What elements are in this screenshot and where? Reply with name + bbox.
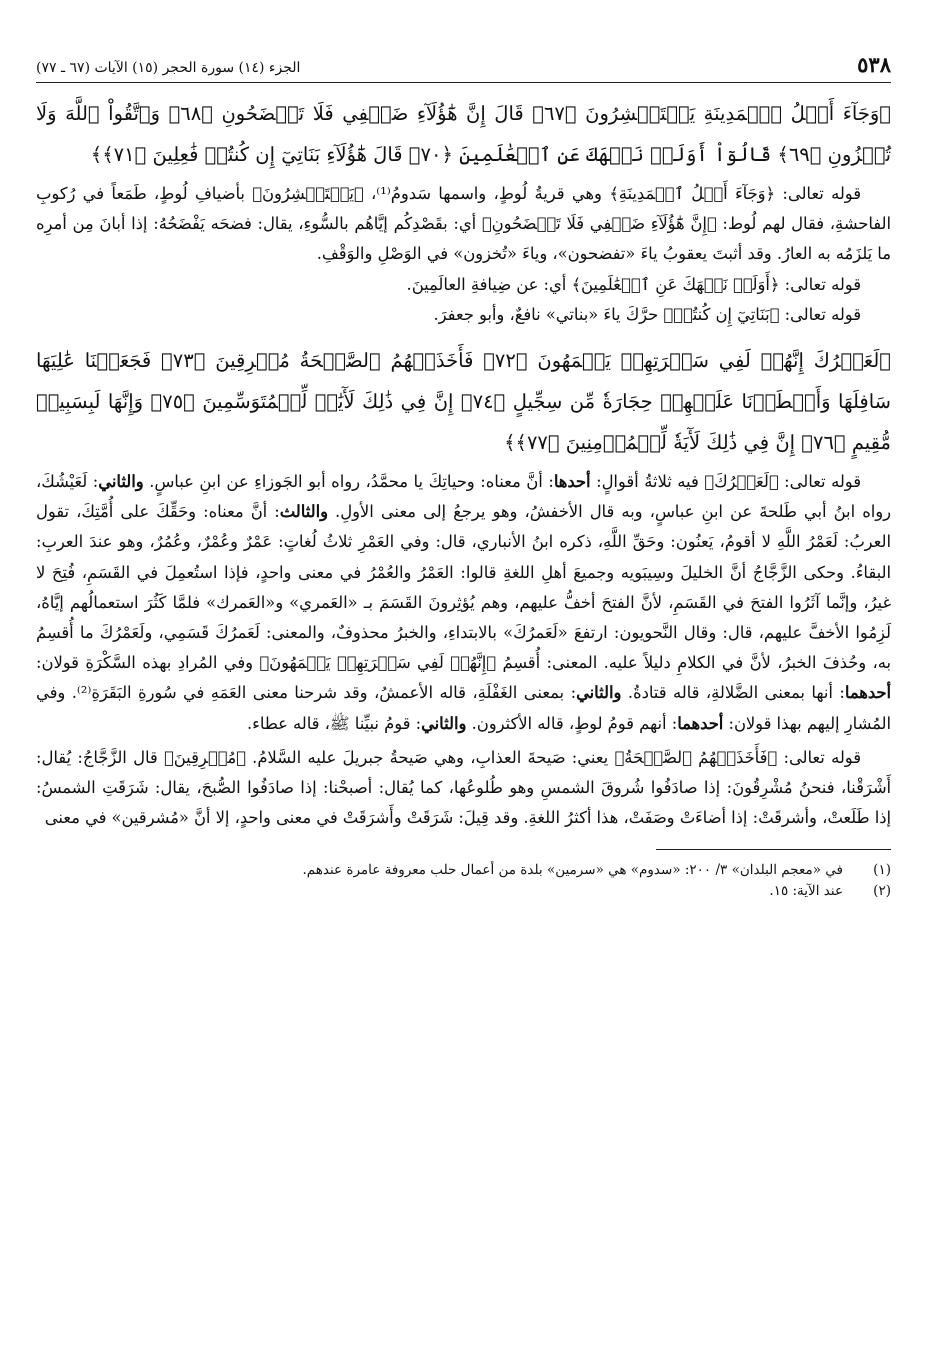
paragraph: قوله تعالى: ﴿وَجَآءَ أَهۡلُ ٱلۡمَدِينَةِ﴾ وهي قريةُ لُوطٍ، واسمها سَدومُ⁽¹⁾، ﴿يَسۡتَبۡشِرُونَ﴾ بأضيافِ لُوطٍ، طَمَعاً في رُكوبِ الفاحشةِ، فقال لهم لُوط: ﴿إِنَّ هَٰٓؤُلَآءِ ضَيۡفِي فَلَا تَفۡضَحُونِ﴾ أي: بقَصْدِكُم إيَّاهُم بالسُّوءِ، يقال: فضحَه يَفْضَحُهُ: إذا أبانَ مِن أمرِه ما يَلزَمُه به العارُ. وقد أثبتَ يعقوبُ ياءَ «تفضحون»، وياءَ «تُخزون» في الوَصْلِ والوَقْفِ.: [36, 184, 891, 264]
page-header: [36, 52, 891, 83]
page-number: ٥٣٨: [857, 52, 891, 77]
bold-term: والثاني: [421, 713, 467, 733]
text-run: : قومُ نبيِّنا ﷺ، قاله عطاء.: [246, 713, 422, 733]
footnote-number: (٢): [873, 883, 891, 900]
bold-term: أحدهما: [844, 683, 891, 703]
verse-block-1: ﴿وَجَآءَ أَهۡلُ ٱلۡمَدِينَةِ يَسۡتَبۡشِرُونَ ﴿٦٧﴾ قَالَ إِنَّ هَٰٓؤُلَآءِ ضَيۡفِي فَلَا تَفۡضَحُونِ ﴿٦٨﴾ وَٱتَّقُواْ ٱللَّهَ وَلَا تُخۡزُونِ ﴿٦٩﴾ قَالُوٓاْ أَوَلَمۡ نَنۡهَكَ عَنِ ٱلۡعَٰلَمِينَ ﴿٧٠﴾ قَالَ هَٰٓؤُلَآءِ بَنَاتِيٓ إِن كُنتُمۡ فَٰعِلِينَ ﴿٧١﴾﴾: [36, 102, 891, 166]
text-run: : أنَّ معناه: وحياتِكَ يا محمَّدُ، رواه أبو الجَوزاءِ عن ابنِ عباسٍ.: [143, 472, 554, 492]
commentary-3: [36, 743, 891, 834]
bold-term: والثاني: [576, 683, 622, 703]
footnote: [36, 860, 891, 881]
footnote-text: في «معجم البلدان» ٣/ ٢٠٠: «سدوم» هي «سرمين» بلدة من أعمال حلب معروفة عامرة عندهم.: [302, 862, 843, 879]
bold-term: أحدها: [553, 472, 591, 492]
paragraph: قوله تعالى: ﴿أَوَلَمۡ نَنۡهَكَ عَنِ ٱلۡعَٰلَمِينَ﴾ أي: عن ضِيافةِ العالَمِينَ.: [406, 274, 861, 294]
text-run: : أنَّ معناه: وحَقِّكَ على أُمَّتِكَ، تقول العربُ: لَعَمْرُ اللَّهِ لا أقومُ، يَعنُون: وحَقِّ اللَّهِ، ذكره ابنُ الأنباري، قال: وفي العَمْرِ ثلاثُ لُغاتٍ: عَمْرٌ وعُمْرٌ، وعُمُرٌ، وهو عندَ العربِ: البقاءُ. وحكى الزَّجَّاجُ أنَّ الخليلَ وسِيبَويه وجميعَ أهلِ اللغةِ قالوا: العَمْرُ والعُمْرُ في معنى واحدٍ، فإذا استُعمِلَ في القَسَمِ، فُتِحَ لا غيرُ، وإنَّما آثَرُوا الفتحَ في القَسَمِ، لأنَّ الفتحَ أخفُّ عليهم، وهم يُؤثِرونَ القَسَمَ بـ «العَمري» و«العَمرك» فلمَّا كَثُرَ استعمالُهم إيَّاهُ، لَزِمُوا الأخفَّ عليهم، قال: وقال النَّحويون: ارتفعَ «لَعَمرُكَ» بالابتداءِ، والخبرُ محذوفٌ، والمعنى: لَعَمرُكَ قَسَمِي، ولَعَمْرُكَ ما أُقسِمُ به، وحُذفَ الخبرُ، لأنَّ في الكلامِ دليلاً عليه. المعنى: أُقسِمُ ﴿إِنَّهُمۡ لَفِي سَكۡرَتِهِمۡ يَعۡمَهُونَ﴾ وفي المُرادِ بهذه السَّكْرَةِ قولان:: [36, 502, 891, 673]
footnote-text: عند الآية: ١٥.: [769, 883, 843, 900]
commentary-2: [36, 467, 891, 739]
text-run: : بمعنى الغَفْلَةِ، قاله الأعمشُ، وقد شرحنا معنى العَمَهِ في سُورةِ البَقَرَةِ⁽²⁾. وفي المُشارِ إليهم بهذا قولان:: [36, 683, 891, 733]
text-run: قوله تعالى: ﴿لَعَمۡرُكَ﴾ فيه ثلاثةُ أقوالٍ:: [590, 472, 861, 492]
bold-term: أحدهما: [677, 713, 724, 733]
paragraph: قوله تعالى: ﴿بَنَاتِيٓ إِن كُنتُمۡ﴾ حرَّكَ ياءَ «بناتي» نافعٌ، وأبو جعفرَ.: [433, 304, 861, 324]
paragraph: [36, 467, 891, 739]
footnotes: [36, 860, 891, 902]
footnote-number: (١): [873, 862, 891, 879]
footnote-separator: [656, 849, 891, 850]
commentary-1: [36, 179, 891, 330]
bold-term: والثاني: [98, 472, 144, 492]
footnote: [36, 881, 891, 902]
text-run: : لَعَيْشُكَ، رواه ابنُ أبي طَلحةَ عن ابنِ عباسٍ، وبه قال الأخفشُ، وهو يرجعُ إلى معنى الأولِ.: [36, 472, 891, 522]
text-run: : أنها بمعنى الضَّلالةِ، قاله قتادةُ.: [621, 683, 845, 703]
bold-term: والثالث: [279, 502, 328, 522]
verse-block-2: ﴿لَعَمۡرُكَ إِنَّهُمۡ لَفِي سَكۡرَتِهِمۡ يَعۡمَهُونَ ﴿٧٢﴾ فَأَخَذَتۡهُمُ ٱلصَّيۡحَةُ مُشۡرِقِينَ ﴿٧٣﴾ فَجَعَلۡنَا عَٰلِيَهَا سَافِلَهَا وَأَمۡطَرۡنَا عَلَيۡهِمۡ حِجَارَةٗ مِّن سِجِّيلٍ ﴿٧٤﴾ إِنَّ فِي ذَٰلِكَ لَأٓيَٰتٖ لِّلۡمُتَوَسِّمِينَ ﴿٧٥﴾ وَإِنَّهَا لَبِسَبِيلٖ مُّقِيمٍ ﴿٧٦﴾ إِنَّ فِي ذَٰلِكَ لَأٓيَةٗ لِّلۡمُؤۡمِنِينَ ﴿٧٧﴾﴾: [36, 349, 892, 455]
text-run: : أنهم قومُ لوطٍ، قاله الأكثرون.: [466, 713, 678, 733]
paragraph: قوله تعالى: ﴿فَأَخَذَتۡهُمُ ٱلصَّيۡحَةُ﴾ يعني: صَيحةَ العذابِ، وهي صَيحةُ جبريلَ عليه السَّلامُ. ﴿مُشۡرِقِينَ﴾ قال الزَّجَّاجُ: يُقال: أَشْرَقْنا، فنحنُ مُشْرِقُونَ: إذا صادَفُوا شُروقَ الشمسِ وهو طُلوعُها، كما يُقال: أصبحْنا: إذا صادَفُوا الصُّبحَ، يقال: شَرَقَتِ الشمسُ: إذا طَلَعتْ، وأشرقَتْ: إذا أضاءَتْ وصَفَتْ، هذا أكثرُ اللغةِ. وقد قِيلَ: شَرَقَتْ وأَشرَقَتْ في معنى واحدٍ، إلا أنَّ «مُشرقين» في معنى: [36, 747, 891, 828]
page: [36, 52, 891, 902]
running-title: الجزء (١٤) سورة الحجر (١٥) الآيات (٦٧ ـ ٧٧): [36, 60, 301, 76]
